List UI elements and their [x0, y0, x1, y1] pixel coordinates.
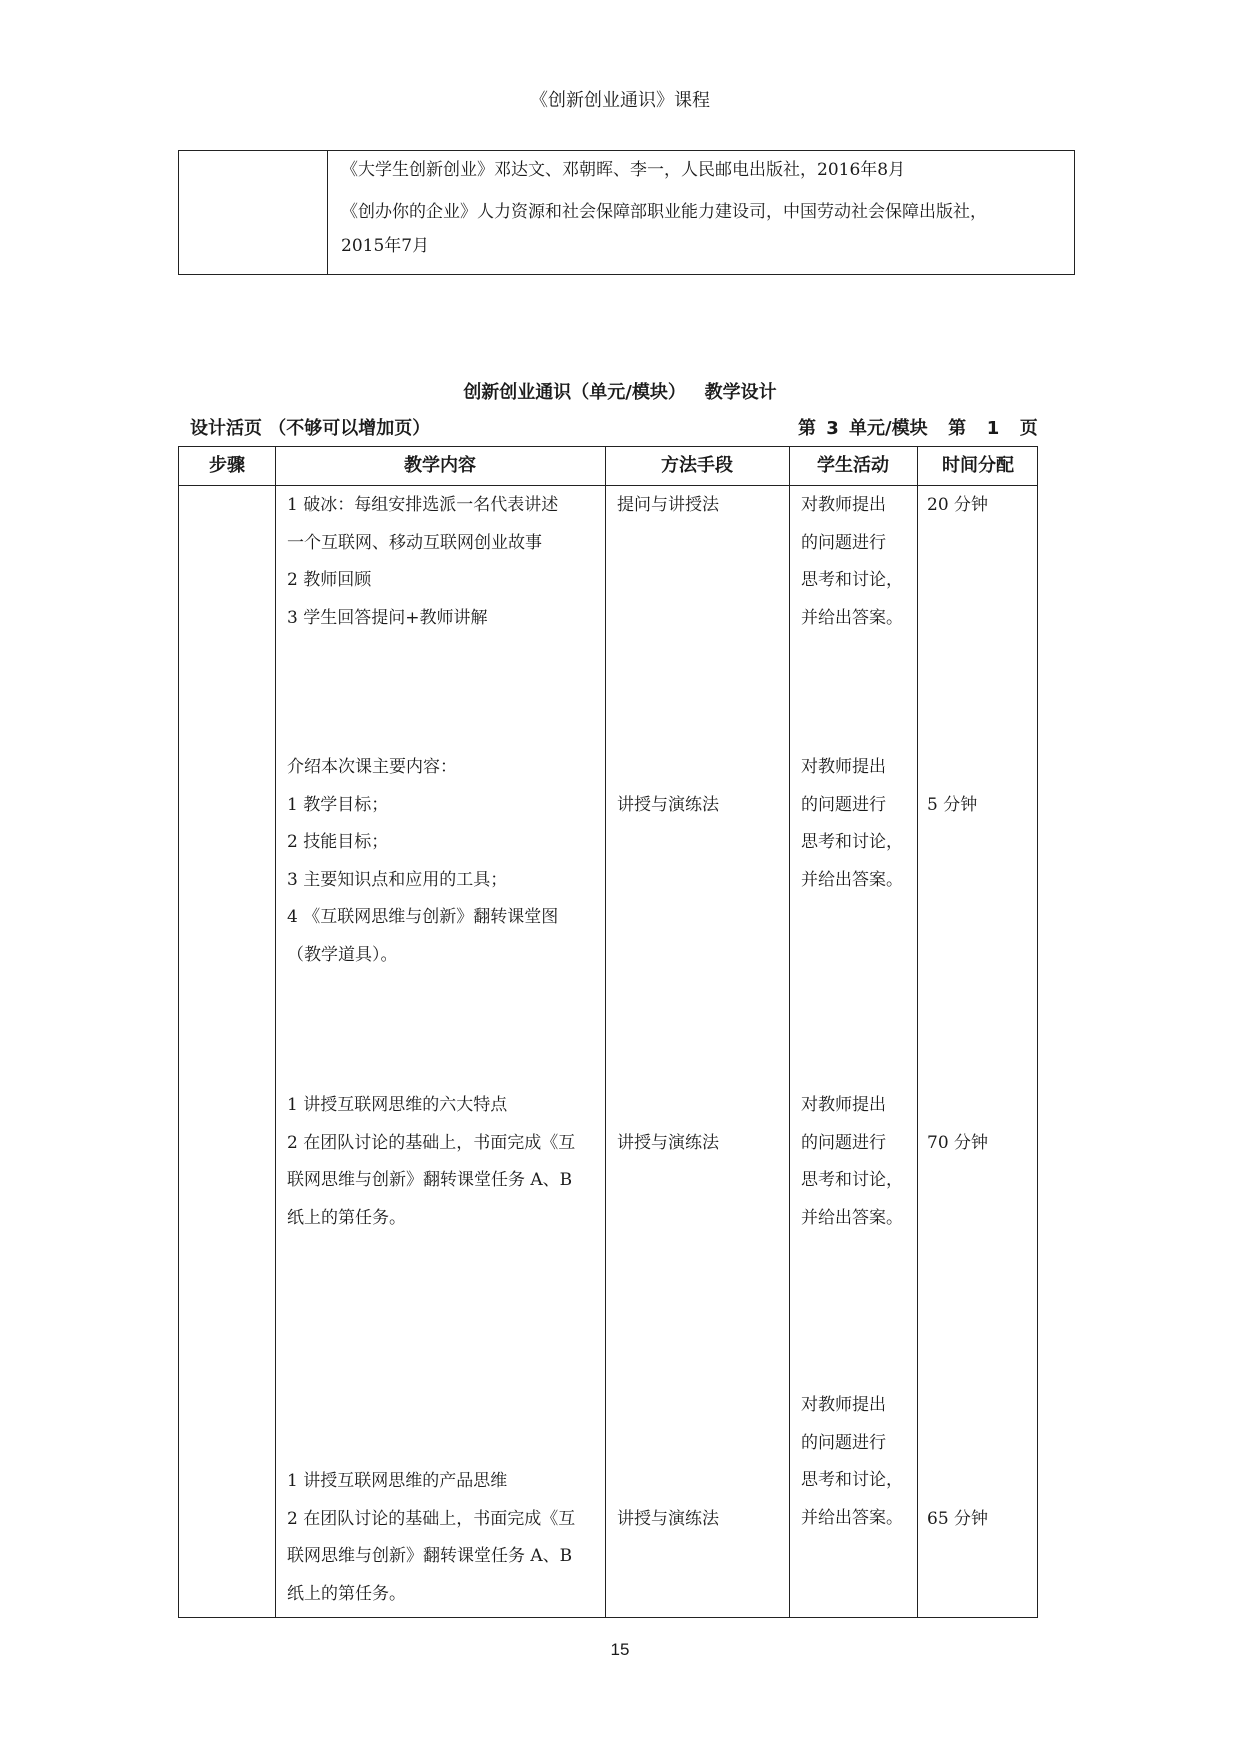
column-header-activity: 学生活动 [817, 455, 889, 476]
row-method: 讲授与演练法 [617, 1133, 719, 1153]
row-time: 5 分钟 [927, 795, 978, 815]
column-header-method: 方法手段 [661, 455, 733, 476]
content-line: 1 破冰：每组安排选派一名代表讲述 [287, 495, 559, 515]
column-header-time: 时间分配 [942, 455, 1014, 476]
row-activity [801, 1087, 903, 1237]
row-method: 提问与讲授法 [617, 495, 719, 515]
page-header-title: 《创新创业通识》课程 [530, 90, 710, 111]
design-table [178, 446, 1038, 1618]
column-divider [605, 447, 606, 1617]
activity-line: 的问题进行 [801, 794, 886, 815]
column-divider [275, 447, 276, 1617]
content-line: 4 《互联网思维与创新》翻转课堂图 [287, 907, 559, 927]
reference-line: 《创办你的企业》人力资源和社会保障部职业能力建设司，中国劳动社会保障出版社， [341, 202, 987, 222]
content-line: 纸上的第任务。 [287, 1583, 406, 1604]
column-header-content: 教学内容 [404, 455, 476, 476]
row-time: 20 分钟 [927, 495, 989, 515]
content-line: 1 教学目标； [287, 794, 389, 815]
design-subtitle-right: 第 3 单元/模块 第 1 页 [798, 418, 1038, 439]
content-line: 介绍本次课主要内容： [287, 757, 457, 777]
header-divider [179, 485, 1037, 486]
content-line: （教学道具）。 [287, 944, 398, 965]
content-line: 联网思维与创新》翻转课堂任务 A、B [287, 1170, 573, 1190]
row-content [287, 487, 558, 637]
activity-line: 并给出答案。 [801, 1207, 903, 1228]
row-activity [801, 749, 903, 899]
activity-line: 并给出答案。 [801, 869, 903, 890]
column-header-step: 步骤 [209, 455, 245, 476]
content-line: 2 教师回顾 [287, 570, 372, 590]
row-content [287, 749, 558, 974]
column-divider [789, 447, 790, 1617]
row-time: 70 分钟 [927, 1133, 989, 1153]
activity-line: 的问题进行 [801, 1432, 886, 1453]
activity-line: 思考和讨论， [801, 832, 903, 852]
page-number: 15 [610, 1640, 630, 1659]
activity-line: 对教师提出 [801, 1095, 886, 1115]
references-table [178, 150, 1075, 275]
row-content [287, 1087, 575, 1237]
column-divider [917, 447, 918, 1617]
content-line: 3 学生回答提问+教师讲解 [287, 607, 488, 628]
activity-line: 并给出答案。 [801, 1507, 903, 1528]
activity-line: 对教师提出 [801, 757, 886, 777]
row-time: 65 分钟 [927, 1509, 989, 1529]
references-empty-cell [179, 151, 328, 274]
activity-line: 对教师提出 [801, 495, 886, 515]
reference-line: 2015年7月 [341, 236, 430, 256]
activity-line: 的问题进行 [801, 532, 886, 553]
row-method: 讲授与演练法 [617, 795, 719, 815]
activity-line: 思考和讨论， [801, 570, 903, 590]
content-line: 一个互联网、移动互联网创业故事 [287, 532, 542, 553]
content-line: 纸上的第任务。 [287, 1207, 406, 1228]
content-line: 1 讲授互联网思维的六大特点 [287, 1095, 508, 1115]
activity-line: 思考和讨论， [801, 1170, 903, 1190]
activity-line: 对教师提出 [801, 1395, 886, 1415]
content-line: 3 主要知识点和应用的工具； [287, 869, 508, 890]
content-line: 2 在团队讨论的基础上，书面完成《互 [287, 1132, 576, 1153]
activity-line: 的问题进行 [801, 1132, 886, 1153]
content-line: 2 在团队讨论的基础上，书面完成《互 [287, 1508, 576, 1529]
reference-line: 《大学生创新创业》邓达文、邓朝晖、李一，人民邮电出版社，2016年8月 [341, 160, 906, 180]
row-activity [801, 487, 903, 637]
design-title: 创新创业通识（单元/模块） 教学设计 [463, 382, 777, 403]
content-line: 1 讲授互联网思维的产品思维 [287, 1471, 508, 1491]
row-content [287, 1463, 575, 1613]
activity-line: 并给出答案。 [801, 607, 903, 628]
activity-line: 思考和讨论， [801, 1470, 903, 1490]
row-method: 讲授与演练法 [617, 1509, 719, 1529]
content-line: 2 技能目标； [287, 832, 389, 852]
content-line: 联网思维与创新》翻转课堂任务 A、B [287, 1546, 573, 1566]
design-subtitle-left: 设计活页 （不够可以增加页） [190, 418, 431, 439]
row-activity [801, 1387, 903, 1537]
